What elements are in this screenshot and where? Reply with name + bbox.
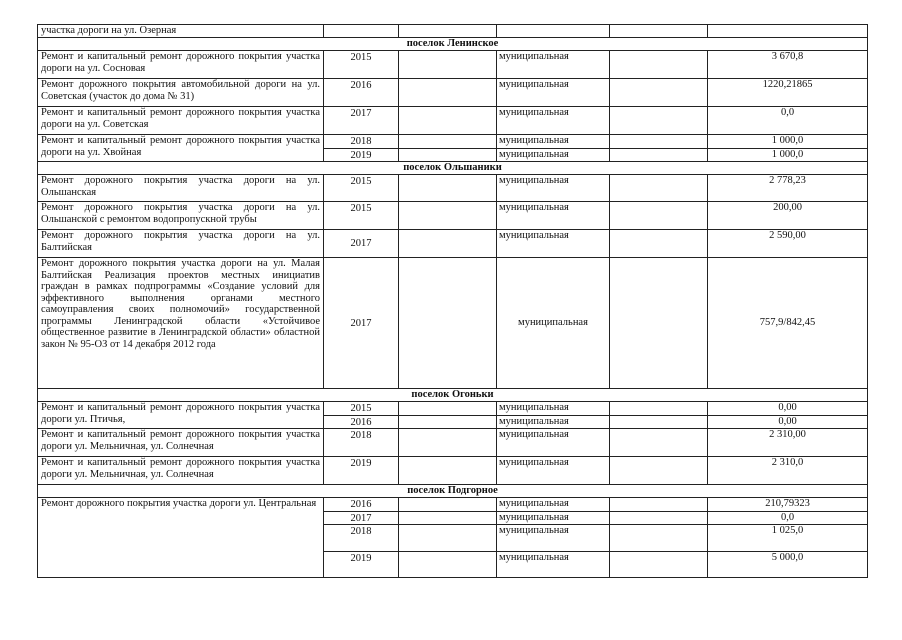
section-title: поселок Подгорное bbox=[38, 485, 868, 498]
empty-cell bbox=[610, 429, 708, 457]
row-description: Ремонт дорожного покрытия участка дороги ул. Центральная bbox=[38, 498, 324, 578]
empty-cell bbox=[399, 79, 497, 107]
empty-cell bbox=[610, 202, 708, 230]
table-row bbox=[38, 498, 868, 512]
road-repair-table bbox=[37, 24, 868, 578]
owner-cell: муниципальная bbox=[497, 230, 610, 258]
empty-cell bbox=[610, 25, 708, 38]
amount-cell: 210,79323 bbox=[708, 498, 868, 512]
owner-cell: муниципальная bbox=[497, 457, 610, 485]
owner-cell: муниципальная bbox=[497, 51, 610, 79]
empty-cell bbox=[399, 148, 497, 162]
amount-cell: 1 000,0 bbox=[708, 135, 868, 149]
row-description: Ремонт и капитальный ремонт дорожного покрытия участка дороги на ул. Сосновая bbox=[38, 51, 324, 79]
year-cell: 2015 bbox=[324, 402, 399, 416]
amount-cell: 2 310,0 bbox=[708, 457, 868, 485]
year-cell: 2019 bbox=[324, 552, 399, 578]
year-cell: 2018 bbox=[324, 135, 399, 149]
year-cell: 2016 bbox=[324, 79, 399, 107]
empty-cell bbox=[610, 175, 708, 202]
year-cell: 2016 bbox=[324, 415, 399, 429]
table-row bbox=[38, 429, 868, 457]
owner-cell: муниципальная bbox=[497, 107, 610, 135]
amount-cell: 1 000,0 bbox=[708, 148, 868, 162]
section-header-row bbox=[38, 389, 868, 402]
empty-cell bbox=[399, 429, 497, 457]
row-description: Ремонт дорожного покрытия участка дороги на ул. Малая Балтийская Реализация проектов местных инициатив граждан в рамках подпрограммы «Создание условий для эффективного выполнения органами местного самоуправления своих полномочий» государственной программы Ленинградской области «Устойчивое общественное развитие в Ленинградской области» областной закон № 95-ОЗ от 14 декабря 2012 года bbox=[38, 258, 324, 389]
empty-cell bbox=[399, 175, 497, 202]
owner-cell: муниципальная bbox=[497, 202, 610, 230]
year-cell: 2017 bbox=[324, 511, 399, 525]
owner-cell: муниципальная bbox=[497, 415, 610, 429]
table-row bbox=[38, 51, 868, 79]
empty-cell bbox=[399, 498, 497, 512]
owner-cell: муниципальная bbox=[497, 402, 610, 416]
row-description: Ремонт дорожного покрытия автомобильной дороги на ул. Советская (участок до дома № 31) bbox=[38, 79, 324, 107]
row-description: Ремонт и капитальный ремонт дорожного покрытия участка дороги ул. Птичья, bbox=[38, 402, 324, 429]
empty-cell bbox=[399, 230, 497, 258]
table-row bbox=[38, 25, 868, 38]
empty-cell bbox=[610, 498, 708, 512]
year-cell: 2018 bbox=[324, 429, 399, 457]
row-description: Ремонт и капитальный ремонт дорожного покрытия участка дороги ул. Мельничная, ул. Солнечная bbox=[38, 429, 324, 457]
year-cell: 2017 bbox=[324, 107, 399, 135]
year-cell: 2019 bbox=[324, 457, 399, 485]
amount-cell: 757,9/842,45 bbox=[708, 258, 868, 389]
year-cell: 2018 bbox=[324, 525, 399, 552]
empty-cell bbox=[610, 51, 708, 79]
empty-cell bbox=[610, 415, 708, 429]
owner-cell: муниципальная bbox=[497, 429, 610, 457]
empty-cell bbox=[399, 258, 497, 389]
year-cell: 2017 bbox=[324, 230, 399, 258]
empty-cell bbox=[610, 107, 708, 135]
amount-cell: 200,00 bbox=[708, 202, 868, 230]
amount-cell: 0,00 bbox=[708, 415, 868, 429]
empty-cell bbox=[610, 552, 708, 578]
empty-cell bbox=[610, 230, 708, 258]
owner-cell: муниципальная bbox=[497, 175, 610, 202]
empty-cell bbox=[399, 135, 497, 149]
table-row bbox=[38, 258, 868, 389]
table-row bbox=[38, 202, 868, 230]
empty-cell bbox=[610, 457, 708, 485]
owner-cell: муниципальная bbox=[497, 148, 610, 162]
empty-cell bbox=[610, 135, 708, 149]
empty-cell bbox=[399, 25, 497, 38]
table-row bbox=[38, 79, 868, 107]
empty-cell bbox=[399, 107, 497, 135]
year-cell bbox=[324, 25, 399, 38]
empty-cell bbox=[610, 402, 708, 416]
row-description: Ремонт дорожного покрытия участка дороги на ул. Ольшанская bbox=[38, 175, 324, 202]
amount-cell: 0,0 bbox=[708, 511, 868, 525]
amount-cell: 2 590,00 bbox=[708, 230, 868, 258]
section-header-row bbox=[38, 485, 868, 498]
empty-cell bbox=[610, 511, 708, 525]
row-description: Ремонт и капитальный ремонт дорожного покрытия участка дороги на ул. Хвойная bbox=[38, 135, 324, 162]
year-cell: 2016 bbox=[324, 498, 399, 512]
section-header-row bbox=[38, 38, 868, 51]
amount-cell: 1220,21865 bbox=[708, 79, 868, 107]
year-cell: 2017 bbox=[324, 258, 399, 389]
row-description: Ремонт и капитальный ремонт дорожного покрытия участка дороги ул. Мельничная, ул. Солнечная bbox=[38, 457, 324, 485]
amount-cell: 5 000,0 bbox=[708, 552, 868, 578]
table-row bbox=[38, 230, 868, 258]
table-row bbox=[38, 175, 868, 202]
empty-cell bbox=[610, 79, 708, 107]
amount-cell bbox=[708, 25, 868, 38]
empty-cell bbox=[399, 457, 497, 485]
empty-cell bbox=[399, 415, 497, 429]
owner-cell bbox=[497, 25, 610, 38]
amount-cell: 0,0 bbox=[708, 107, 868, 135]
year-cell: 2015 bbox=[324, 202, 399, 230]
empty-cell bbox=[610, 148, 708, 162]
empty-cell bbox=[399, 552, 497, 578]
empty-cell bbox=[610, 525, 708, 552]
section-title: поселок Ольшаники bbox=[38, 162, 868, 175]
owner-cell: муниципальная bbox=[497, 258, 610, 389]
year-cell: 2015 bbox=[324, 51, 399, 79]
table-row bbox=[38, 402, 868, 416]
owner-cell: муниципальная bbox=[497, 79, 610, 107]
owner-cell: муниципальная bbox=[497, 552, 610, 578]
row-description: Ремонт и капитальный ремонт дорожного покрытия участка дороги на ул. Советская bbox=[38, 107, 324, 135]
amount-cell: 2 310,00 bbox=[708, 429, 868, 457]
owner-cell: муниципальная bbox=[497, 498, 610, 512]
table-row bbox=[38, 135, 868, 149]
empty-cell bbox=[399, 525, 497, 552]
owner-cell: муниципальная bbox=[497, 511, 610, 525]
row-description: участка дороги на ул. Озерная bbox=[38, 25, 324, 38]
empty-cell bbox=[399, 202, 497, 230]
amount-cell: 1 025,0 bbox=[708, 525, 868, 552]
owner-cell: муниципальная bbox=[497, 525, 610, 552]
table-row bbox=[38, 107, 868, 135]
row-description: Ремонт дорожного покрытия участка дороги на ул. Балтийская bbox=[38, 230, 324, 258]
empty-cell bbox=[610, 258, 708, 389]
amount-cell: 0,00 bbox=[708, 402, 868, 416]
empty-cell bbox=[399, 51, 497, 79]
section-title: поселок Ленинское bbox=[38, 38, 868, 51]
year-cell: 2019 bbox=[324, 148, 399, 162]
empty-cell bbox=[399, 402, 497, 416]
empty-cell bbox=[399, 511, 497, 525]
amount-cell: 3 670,8 bbox=[708, 51, 868, 79]
amount-cell: 2 778,23 bbox=[708, 175, 868, 202]
year-cell: 2015 bbox=[324, 175, 399, 202]
section-header-row bbox=[38, 162, 868, 175]
owner-cell: муниципальная bbox=[497, 135, 610, 149]
row-description: Ремонт дорожного покрытия участка дороги на ул. Ольшанской с ремонтом водопропускной трубы bbox=[38, 202, 324, 230]
section-title: поселок Огоньки bbox=[38, 389, 868, 402]
table-row bbox=[38, 457, 868, 485]
